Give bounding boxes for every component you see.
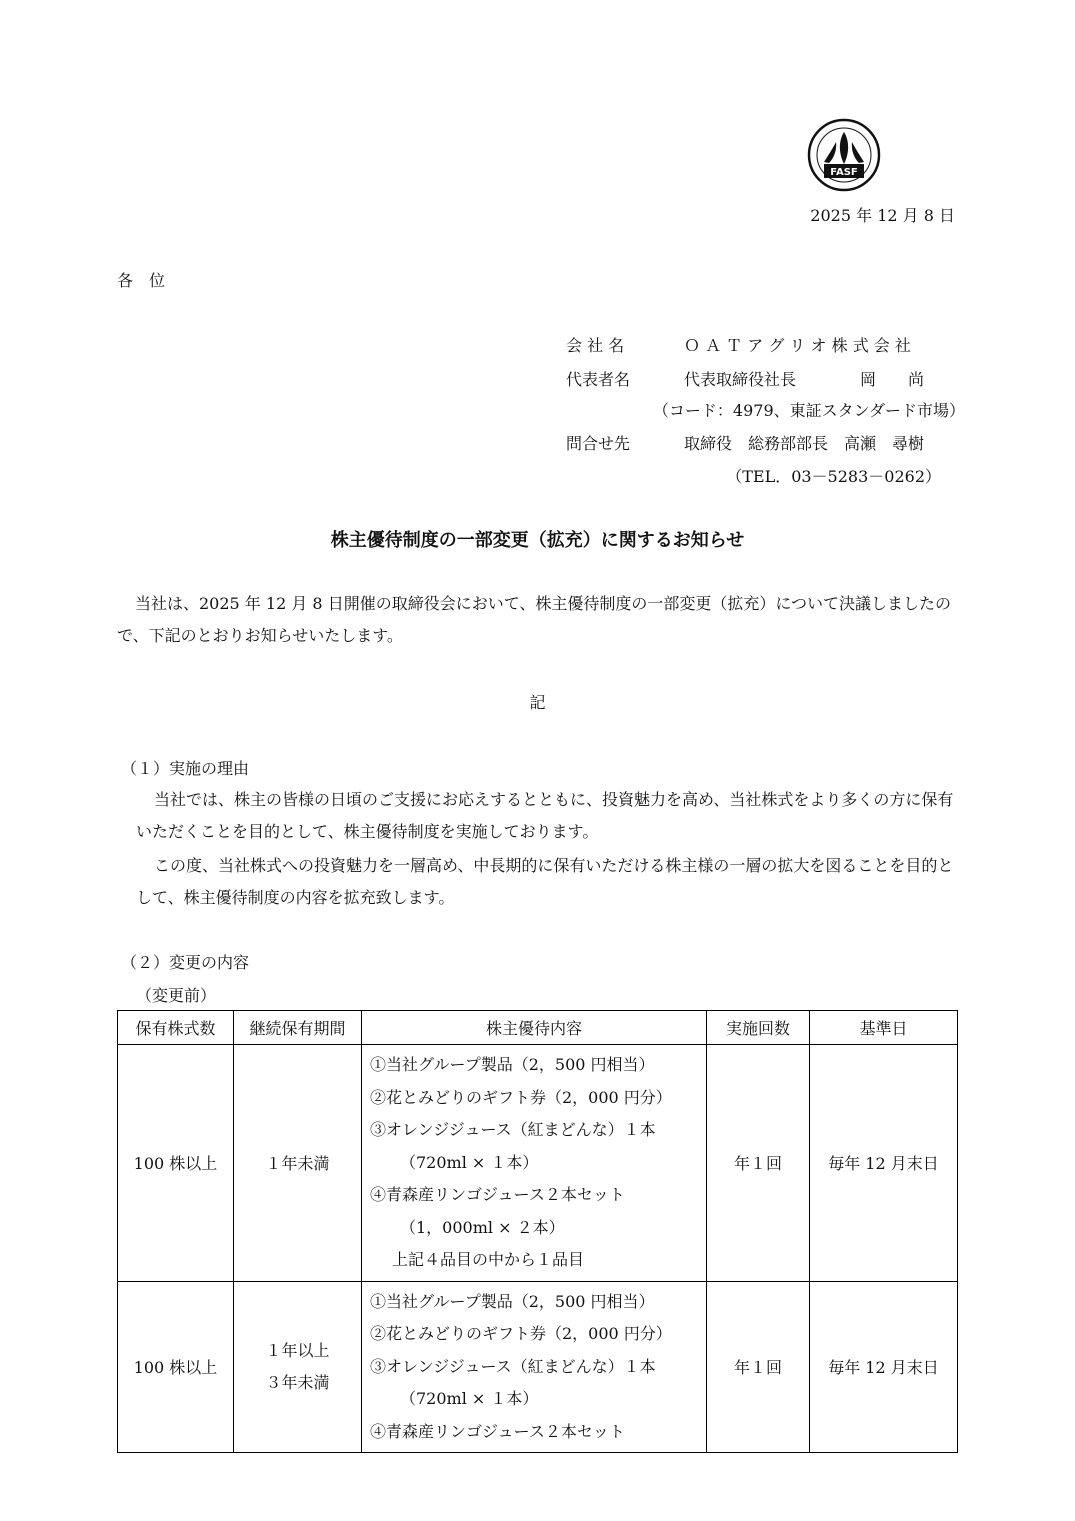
row1-item: 上記４品目の中から１品目: [392, 1250, 585, 1269]
contact-row: [566, 431, 924, 454]
svg-text:FASF: FASF: [830, 167, 858, 178]
before-change-label: （変更前）: [136, 986, 217, 1005]
section1-heading: （１）実施の理由: [121, 759, 250, 778]
row2-item: ①当社グループ製品（2，500 円相当）: [370, 1291, 655, 1311]
row2-item: （720ml × １本）: [400, 1389, 539, 1408]
benefits-table: [117, 1010, 958, 1453]
table-header-row: [118, 1011, 958, 1045]
table-row: [118, 1281, 958, 1453]
row1-times: 年１回: [707, 1045, 810, 1282]
row1-period: １年未満: [234, 1045, 362, 1282]
document-date: 2025 年 12 月 8 日: [810, 206, 955, 225]
row2-item: ④青森産リンゴジュース２本セット: [370, 1421, 625, 1441]
row1-item: （1，000ml × ２本）: [400, 1217, 565, 1237]
contact-person: 取締役 総務部部長 高瀬 尋樹: [684, 434, 925, 453]
section1-paragraph-1: 当社では、株主の皆様の日頃のご支援にお応えするとともに、投資魅力を高め、当社株式をより多くの方に保有いただくことを目的として、株主優待制度を実施しております。: [136, 790, 954, 841]
row1-content: [362, 1045, 707, 1282]
row1-item: ③オレンジジュース（紅まどんな）１本: [370, 1120, 656, 1139]
row1-item: ②花とみどりのギフト券（2，000 円分）: [370, 1087, 672, 1107]
header-period: 継続保有期間: [234, 1011, 362, 1045]
company-name-label: 会 社 名: [566, 336, 625, 355]
table-row: [118, 1045, 958, 1282]
representative-label: 代表者名: [566, 370, 631, 389]
representative-name: 代表取締役社長 岡 尚: [684, 370, 925, 389]
row2-period-line1: １年以上: [265, 1340, 330, 1360]
contact-label: 問合せ先: [566, 434, 631, 453]
row2-period: [234, 1281, 362, 1453]
row2-period-line2: ３年未満: [265, 1372, 330, 1392]
intro-paragraph: 当社は、2025 年 12 月 8 日開催の取締役会において、株主優待制度の一部変更（拡充）について決議しましたので、下記のとおりお知らせいたします。: [117, 594, 952, 645]
row1-item: （720ml × １本）: [400, 1152, 539, 1172]
stock-code: （コード：4979、東証スタンダード市場）: [652, 401, 965, 420]
representative-row: [566, 367, 924, 390]
contact-tel: （TEL．03－5283－0262）: [726, 467, 941, 486]
row2-item: ②花とみどりのギフト券（2，000 円分）: [370, 1324, 672, 1343]
header-shares: 保有株式数: [118, 1011, 234, 1045]
row2-times: 年１回: [707, 1281, 810, 1453]
row2-shares: 100 株以上: [118, 1281, 234, 1453]
header-content: 株主優待内容: [362, 1011, 707, 1045]
header-times: 実施回数: [707, 1011, 810, 1045]
row2-record-date: 毎年 12 月末日: [810, 1281, 958, 1453]
row1-shares: 100 株以上: [118, 1045, 234, 1282]
row1-item: ④青森産リンゴジュース２本セット: [370, 1185, 625, 1204]
header-record-date: 基準日: [810, 1011, 958, 1045]
company-name-row: [566, 333, 911, 356]
company-name: Ｏ Ａ Ｔ ア グ リ オ 株 式 会 社: [684, 336, 911, 355]
section1-paragraph-2: この度、当社株式への投資魅力を一層高め、中長期的に保有いただける株主様の一層の拡大を図ることを目的として、株主優待制度の内容を拡充致します。: [136, 856, 954, 907]
document-title: 株主優待制度の一部変更（拡充）に関するお知らせ: [330, 530, 745, 551]
row2-item: ③オレンジジュース（紅まどんな）１本: [370, 1356, 656, 1376]
row2-content: [362, 1281, 707, 1453]
addressee: 各 位: [117, 271, 166, 290]
row1-record-date: 毎年 12 月末日: [810, 1045, 958, 1282]
fasf-logo: [807, 118, 881, 192]
ki-mark: 記: [529, 693, 546, 712]
section2-heading: （２）変更の内容: [121, 953, 250, 972]
row1-item: ①当社グループ製品（2，500 円相当）: [370, 1055, 655, 1074]
